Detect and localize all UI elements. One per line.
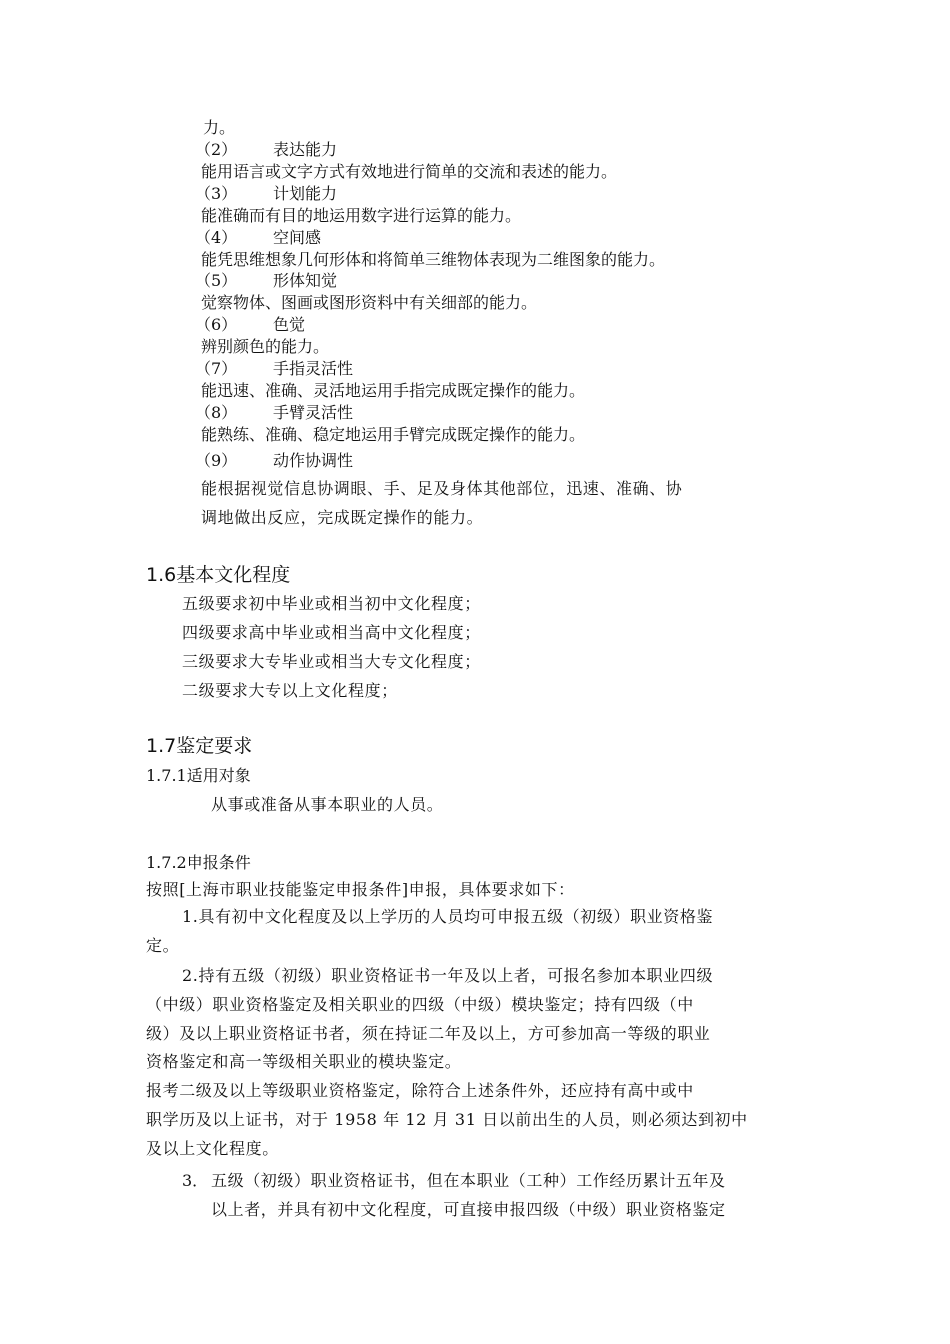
condition-3-line: 以上者，并具有初中文化程度，可直接申报四级（中级）职业资格鉴定 xyxy=(211,1200,726,1219)
ability-number: （5） xyxy=(195,271,238,290)
ability-description: 能凭思维想象几何形体和将简单三维物体表现为二维图象的能力。 xyxy=(201,250,666,269)
ability-number: （2） xyxy=(195,140,238,159)
abilities-tail-line: 力。 xyxy=(203,118,236,137)
condition-1-line: 1.具有初中文化程度及以上学历的人员均可申报五级（初级）职业资格鉴 xyxy=(182,907,714,926)
ability-description: 能准确而有目的地运用数字进行运算的能力。 xyxy=(201,206,522,225)
section-heading-1-7: 1.7鉴定要求 xyxy=(146,735,253,757)
condition-2-line: 2.持有五级（初级）职业资格证书一年及以上者，可报名参加本职业四级 xyxy=(182,966,714,985)
ability-description: 觉察物体、图画或图形资料中有关细部的能力。 xyxy=(201,293,538,312)
education-requirement-line: 五级要求初中毕业或相当初中文化程度； xyxy=(182,594,481,613)
ability-description: 能用语言或文字方式有效地进行简单的交流和表述的能力。 xyxy=(201,162,618,181)
ability-title: 动作协调性 xyxy=(273,451,354,470)
ability-description: 能熟练、准确、稳定地运用手臂完成既定操作的能力。 xyxy=(201,425,586,444)
ability-number: （4） xyxy=(195,228,238,247)
ability-description: 辨别颜色的能力。 xyxy=(201,337,330,356)
ability-number: （9） xyxy=(195,451,238,470)
ability-title: 计划能力 xyxy=(273,184,338,203)
condition-note-line: 报考二级及以上等级职业资格鉴定，除符合上述条件外，还应持有高中或中 xyxy=(146,1081,694,1100)
ability-title: 手指灵活性 xyxy=(273,359,354,378)
ability-title: 空间感 xyxy=(273,228,322,247)
condition-3-number: 3． xyxy=(182,1171,209,1190)
condition-2-line: 级）及以上职业资格证书者，须在持证二年及以上，方可参加高一等级的职业 xyxy=(146,1024,711,1043)
education-requirement-line: 二级要求大专以上文化程度； xyxy=(182,681,398,700)
ability-title: 色觉 xyxy=(273,315,306,334)
condition-note-line: 职学历及以上证书，对于 1958 年 12 月 31 日以前出生的人员，则必须达到初中 xyxy=(146,1110,748,1129)
education-requirement-line: 三级要求大专毕业或相当大专文化程度； xyxy=(182,652,481,671)
condition-3-line: 五级（初级）职业资格证书，但在本职业（工种）工作经历累计五年及 xyxy=(211,1171,726,1190)
condition-1-line: 定。 xyxy=(146,936,180,955)
ability-description: 能迅速、准确、灵活地运用手指完成既定操作的能力。 xyxy=(201,381,586,400)
ability-title: 手臂灵活性 xyxy=(273,403,354,422)
ability-title: 表达能力 xyxy=(273,140,338,159)
subsection-heading-1-7-2: 1.7.2申报条件 xyxy=(146,853,251,872)
education-requirement-line: 四级要求高中毕业或相当高中文化程度； xyxy=(182,623,481,642)
ability-number: （7） xyxy=(195,359,238,378)
ability-title: 形体知觉 xyxy=(273,271,338,290)
application-intro: 按照[上海市职业技能鉴定申报条件]申报，具体要求如下： xyxy=(146,880,575,899)
section-heading-1-6: 1.6基本文化程度 xyxy=(146,564,291,586)
condition-note-line: 及以上文化程度。 xyxy=(146,1139,279,1158)
ability-description-line: 调地做出反应，完成既定操作的能力。 xyxy=(201,508,484,527)
ability-number: （8） xyxy=(195,403,238,422)
ability-description-line: 能根据视觉信息协调眼、手、足及身体其他部位，迅速、准确、协 xyxy=(201,479,683,498)
condition-2-line: （中级）职业资格鉴定及相关职业的四级（中级）模块鉴定；持有四级（中 xyxy=(146,995,694,1014)
target-audience-text: 从事或准备从事本职业的人员。 xyxy=(211,795,444,814)
ability-number: （3） xyxy=(195,184,238,203)
subsection-heading-1-7-1: 1.7.1适用对象 xyxy=(146,766,251,785)
condition-2-line: 资格鉴定和高一等级相关职业的模块鉴定。 xyxy=(146,1052,462,1071)
ability-number: （6） xyxy=(195,315,238,334)
